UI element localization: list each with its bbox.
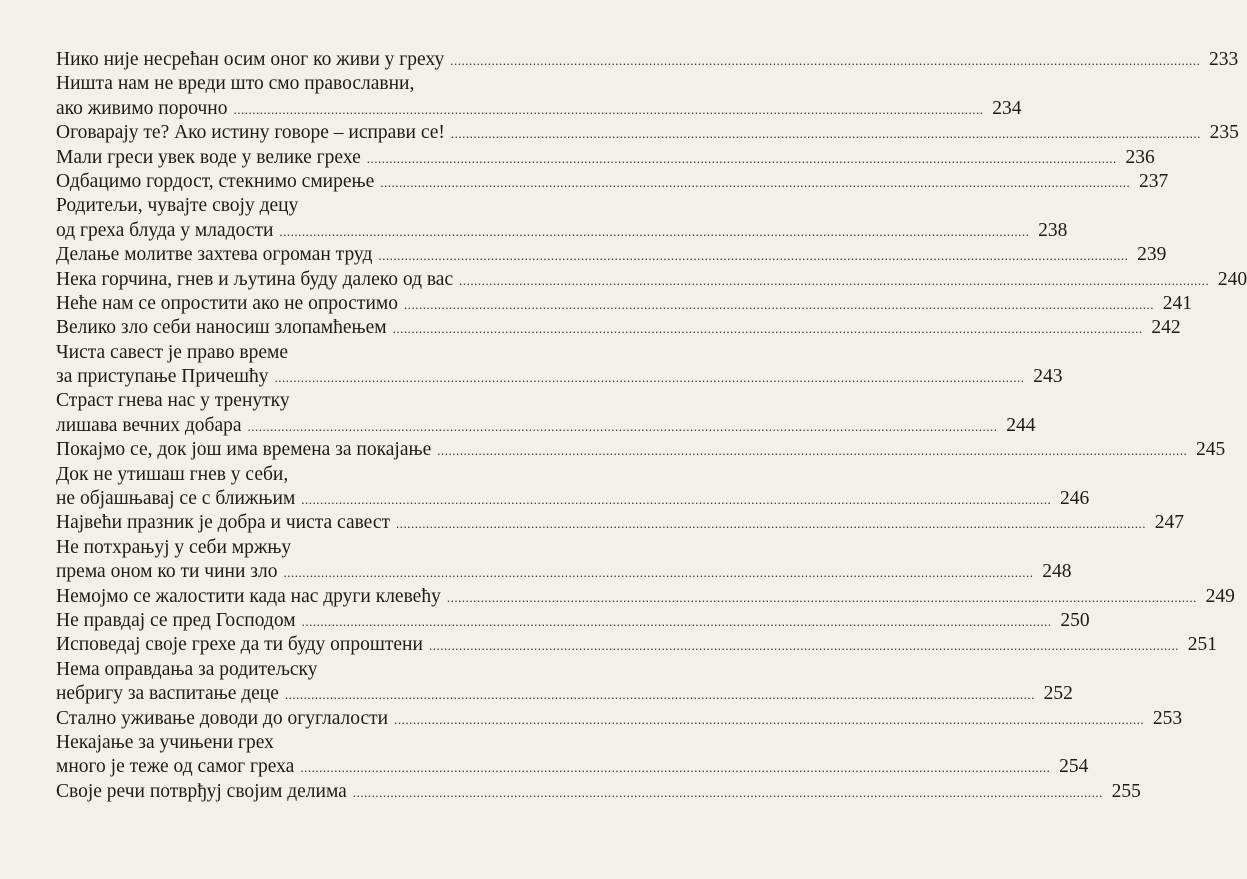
- entry-title: Исповедај своје грехе да ти буду опроштени: [56, 634, 423, 656]
- entry-title: Делање молитве захтева огроман труд: [56, 244, 373, 266]
- table-of-contents: [56, 48, 1247, 804]
- dot-leader: ........................................................................................................................................................................................................: [396, 516, 1147, 532]
- toc-entry: [56, 511, 1185, 535]
- toc-entry: [56, 194, 1068, 243]
- toc-line: [56, 72, 560, 96]
- entry-title: Стално уживање доводи до огуглалости: [56, 707, 389, 729]
- toc-line: [56, 414, 1036, 438]
- toc-entry: [56, 780, 1141, 804]
- page-number: 250: [1060, 609, 1090, 631]
- dot-leader: ........................................................................................................................................................................................................: [301, 492, 1052, 508]
- toc-entry: [56, 585, 1235, 609]
- toc-line: [56, 365, 1063, 389]
- page-number: 248: [1042, 561, 1072, 583]
- page-number: 242: [1151, 317, 1181, 339]
- toc-entry: [56, 731, 1089, 780]
- entry-title: Одбацимо гордост, стекнимо смирење: [56, 170, 375, 192]
- toc-line: [56, 707, 1183, 731]
- toc-line: [56, 731, 560, 755]
- entry-title: небригу за васпитање деце: [56, 683, 279, 705]
- toc-line: [56, 633, 1217, 657]
- entry-title: Не потхрањуј у себи мржњу: [56, 536, 292, 558]
- page-number: 241: [1162, 292, 1192, 314]
- toc-line: [56, 194, 560, 218]
- dot-leader: ........................................................................................................................................................................................................: [459, 272, 1210, 288]
- toc-line: [56, 560, 1072, 584]
- dot-leader: ........................................................................................................................................................................................................: [450, 53, 1201, 68]
- toc-line: [56, 682, 1073, 706]
- dot-leader: ........................................................................................................................................................................................................: [300, 760, 1051, 776]
- dot-leader: ........................................................................................................................................................................................................: [394, 711, 1145, 727]
- entry-title: Ништа нам не вреди што смо православни,: [56, 73, 415, 95]
- page-number: 255: [1111, 780, 1141, 802]
- entry-title: од греха блуда у младости: [56, 219, 274, 241]
- entry-title: Највећи празник је добра и чиста савест: [56, 512, 391, 534]
- toc-entry: [56, 268, 1247, 292]
- toc-entry: [56, 633, 1217, 657]
- entry-title: лишава вечних добара: [56, 414, 242, 436]
- toc-line: [56, 438, 1226, 462]
- dot-leader: ........................................................................................................................................................................................................: [352, 784, 1103, 800]
- page-number: 233: [1208, 49, 1239, 70]
- toc-line: [56, 780, 1141, 804]
- entry-title: Покајмо се, док још има времена за покајање: [56, 439, 432, 461]
- page-number: 247: [1154, 512, 1185, 534]
- entry-title: ако живимо порочно: [56, 97, 228, 119]
- toc-line: [56, 536, 560, 560]
- toc-line: [56, 243, 1167, 267]
- toc-line: [56, 97, 1022, 121]
- toc-entry: [56, 170, 1169, 194]
- toc-line: [56, 755, 1089, 779]
- dot-leader: ........................................................................................................................................................................................................: [450, 126, 1201, 142]
- toc-entry: [56, 707, 1183, 731]
- page-number: 245: [1196, 439, 1226, 461]
- entry-title: Нема оправдања за родитељску: [56, 658, 318, 680]
- toc-entry: [56, 463, 1090, 512]
- dot-leader: ........................................................................................................................................................................................................: [378, 248, 1129, 264]
- dot-leader: ........................................................................................................................................................................................................: [233, 101, 984, 117]
- toc-line: [56, 341, 560, 365]
- toc-entry: [56, 536, 1072, 585]
- toc-line: [56, 121, 1239, 145]
- toc-line: [56, 146, 1155, 170]
- toc-entry: [56, 146, 1155, 170]
- page-number: 253: [1152, 707, 1183, 729]
- page-number: 254: [1059, 756, 1089, 778]
- page-number: 236: [1125, 146, 1155, 168]
- dot-leader: ........................................................................................................................................................................................................: [446, 589, 1197, 605]
- dot-leader: ........................................................................................................................................................................................................: [274, 370, 1025, 386]
- toc-line: [56, 268, 1247, 292]
- entry-title: Страст гнева нас у тренутку: [56, 390, 290, 412]
- dot-leader: ........................................................................................................................................................................................................: [403, 296, 1154, 312]
- dot-leader: ........................................................................................................................................................................................................: [279, 223, 1030, 239]
- page-number: 237: [1139, 170, 1169, 192]
- entry-title: Своје речи потврђуј својим делима: [56, 780, 347, 802]
- toc-line: [56, 487, 1090, 511]
- page-number: 244: [1006, 414, 1036, 436]
- toc-line: [56, 585, 1235, 609]
- dot-leader: ........................................................................................................................................................................................................: [301, 613, 1052, 629]
- toc-entry: [56, 121, 1239, 145]
- entry-title: Некајање за учињени грех: [56, 731, 274, 753]
- toc-line: [56, 170, 1169, 194]
- toc-line: [56, 292, 1192, 316]
- dot-leader: ........................................................................................................................................................................................................: [366, 150, 1117, 166]
- toc-line: [56, 48, 1239, 72]
- toc-entry: [56, 243, 1167, 267]
- entry-title: не објашњавај се с ближњим: [56, 488, 296, 510]
- entry-title: Велико зло себи наносиш злопамћењем: [56, 317, 387, 339]
- entry-title: Док не утишаш гнев у себи,: [56, 463, 289, 485]
- page-number: 238: [1038, 219, 1068, 241]
- toc-entry: [56, 341, 1063, 390]
- toc-line: [56, 511, 1185, 535]
- dot-leader: ........................................................................................................................................................................................................: [428, 638, 1179, 654]
- page-number: 240: [1217, 268, 1247, 290]
- entry-title: много је теже од самог греха: [56, 756, 295, 778]
- toc-entry: [56, 292, 1192, 316]
- dot-leader: ........................................................................................................................................................................................................: [284, 687, 1035, 703]
- dot-leader: ........................................................................................................................................................................................................: [283, 565, 1034, 581]
- toc-line: [56, 389, 560, 413]
- page-number: 246: [1060, 488, 1090, 510]
- entry-title: Родитељи, чувајте своју децу: [56, 195, 299, 217]
- page-number: 239: [1137, 244, 1167, 266]
- entry-title: Не правдај се пред Господом: [56, 609, 296, 631]
- toc-entry: [56, 316, 1181, 340]
- page-number: 235: [1209, 122, 1239, 144]
- dot-leader: ........................................................................................................................................................................................................: [392, 321, 1143, 337]
- toc-entry: [56, 438, 1226, 462]
- dot-leader: ........................................................................................................................................................................................................: [437, 443, 1188, 459]
- toc-entry: [56, 389, 1036, 438]
- entry-title: Немојмо се жалостити када нас други клевећу: [56, 585, 441, 607]
- dot-leader: ........................................................................................................................................................................................................: [247, 418, 998, 434]
- entry-title: Неће нам се опростити ако не опростимо: [56, 292, 398, 314]
- page-number: 251: [1187, 634, 1217, 656]
- entry-title: за приступање Причешћу: [56, 366, 269, 388]
- dot-leader: ........................................................................................................................................................................................................: [380, 174, 1131, 190]
- entry-title: Чиста савест је право време: [56, 341, 288, 363]
- page-number: 252: [1043, 683, 1073, 705]
- entry-title: Мали греси увек воде у велике грехе: [56, 146, 361, 168]
- page-number: 234: [992, 97, 1022, 119]
- toc-entry: [56, 658, 1073, 707]
- entry-title: Нико није несрећан осим оног ко живи у греху: [56, 49, 445, 70]
- page-number: 249: [1205, 585, 1235, 607]
- toc-entry: [56, 609, 1090, 633]
- entry-title: према оном ко ти чини зло: [56, 561, 278, 583]
- toc-line: [56, 463, 560, 487]
- toc-line: [56, 316, 1181, 340]
- toc-line: [56, 609, 1090, 633]
- toc-entry: [56, 72, 1022, 121]
- toc-entry: [56, 48, 1239, 72]
- toc-line: [56, 219, 1068, 243]
- entry-title: Оговарају те? Ако истину говоре – исправи се!: [56, 122, 445, 144]
- toc-line: [56, 658, 560, 682]
- entry-title: Нека горчина, гнев и љутина буду далеко од вас: [56, 268, 454, 290]
- page-number: 243: [1033, 366, 1063, 388]
